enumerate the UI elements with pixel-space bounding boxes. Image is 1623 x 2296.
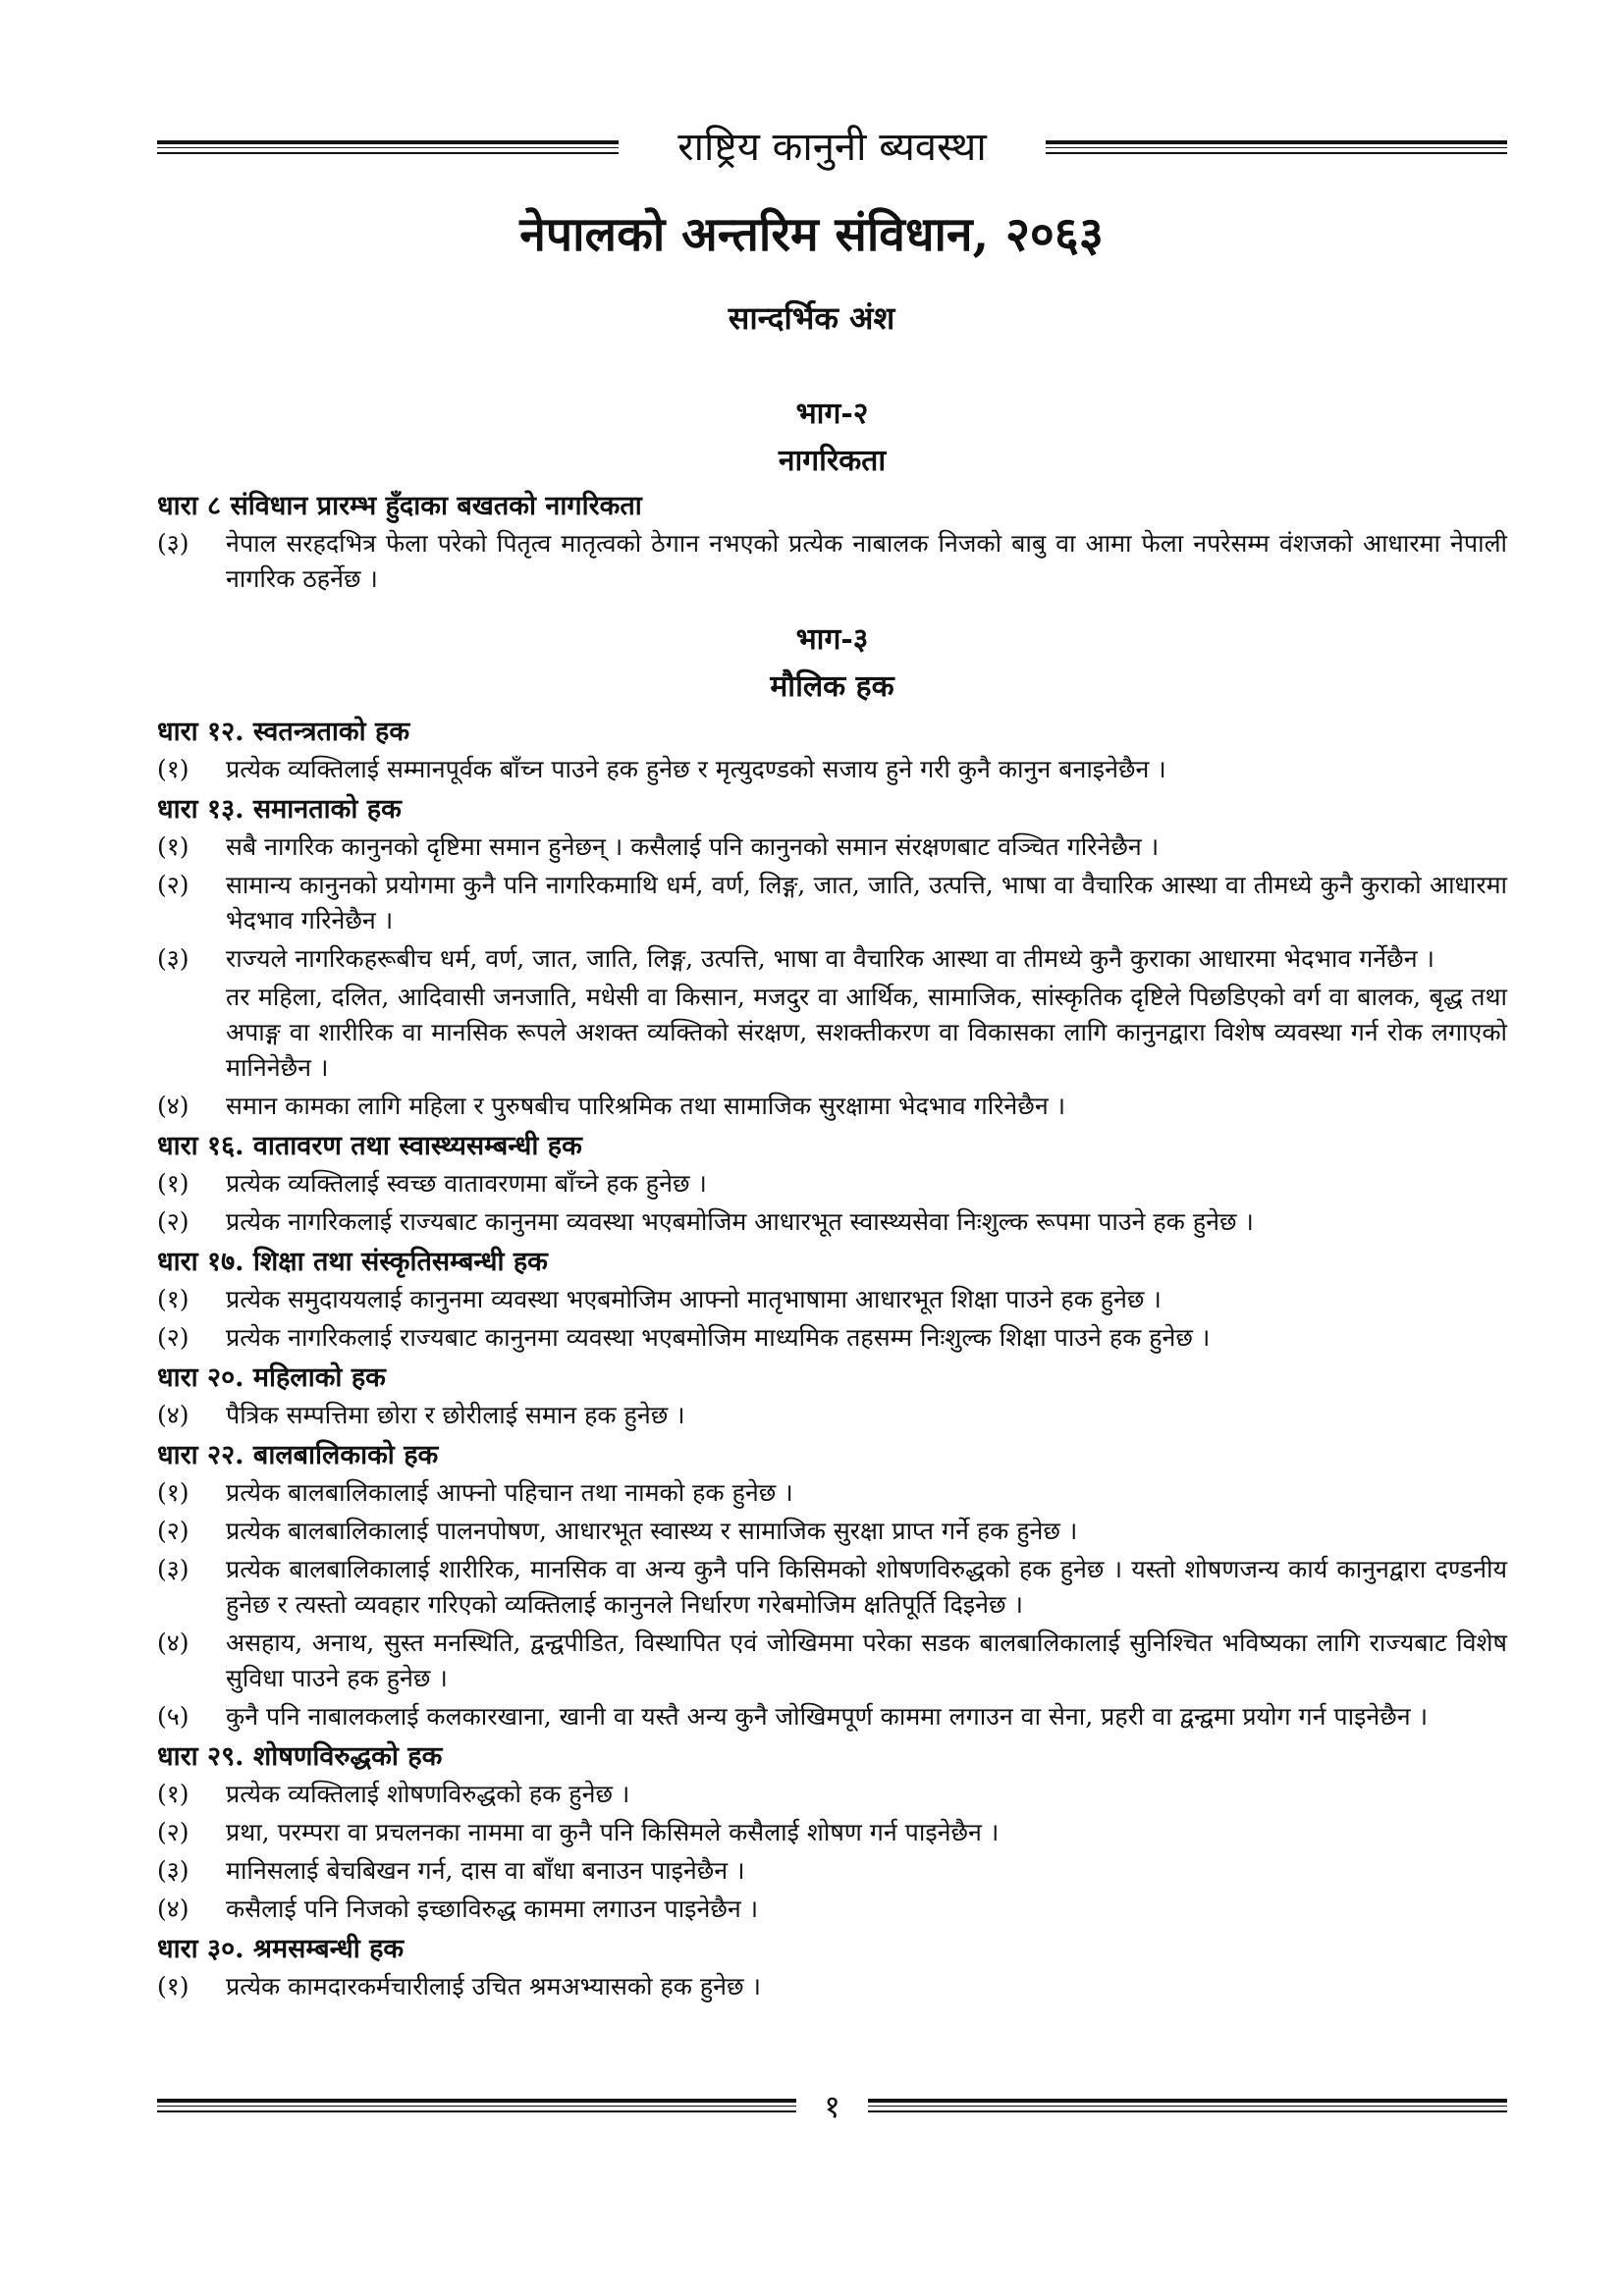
proviso-text: तर महिला, दलित, आदिवासी जनजाति, मधेसी वा किसान, मजदुर वा आर्थिक, सामाजिक, सांस्कृतिक दृष्टिले पिछडिएको वर्ग वा बालक, बृद्ध तथा अपाङ्ग वा शारीरिक वा मानसिक रूपले अशक्त व्यक्तिको संरक्षण, सशक्तीकरण वा विकासका लागि कानुनद्वारा विशेष व्यवस्था गर्न रोक लगाएको मानिनेछैन । xyxy=(226,983,1507,1082)
clause xyxy=(157,1514,1507,1549)
clause xyxy=(157,1204,1507,1240)
clause xyxy=(157,1166,1507,1201)
clause-text: प्रत्येक बालबालिकालाई शारीरिक, मानसिक वा अन्य कुनै पनि किसिमको शोषणविरुद्धको हक हुनेछ । यस्तो शोषणजन्य कार्य कानुनद्वारा दण्डनीय हुनेछ र त्यस्तो व्यवहार गरिएको व्यक्तिलाई कानुनले निर्धारण गरेबमोजिम क्षतिपूर्ति दिइनेछ । xyxy=(226,1555,1507,1619)
clause xyxy=(157,1089,1507,1124)
clause-text: प्रत्येक समुदाययलाई कानुनमा व्यवस्था भएबमोजिम आफ्नो मातृभाषामा आधारभूत शिक्षा पाउने हक हुनेछ । xyxy=(226,1285,1162,1313)
document-body xyxy=(157,391,1507,2007)
clause-text: प्रत्येक व्यक्तिलाई स्वच्छ वातावरणमा बाँच्ने हक हुनेछ । xyxy=(226,1169,707,1198)
section-title: धारा १६. वातावरण तथा स्वास्थ्यसम्बन्धी हक xyxy=(157,1131,582,1161)
clause-text: प्रत्येक कामदारकर्मचारीलाई उचित श्रमअभ्यासको हक हुनेछ । xyxy=(226,1972,761,2001)
clause xyxy=(157,1969,1507,2004)
part-label: भाग-२ xyxy=(795,397,869,431)
clause-text: प्रत्येक नागरिकलाई राज्यबाट कानुनमा व्यवस्था भएबमोजिम माध्यमिक तहसम्म निःशुल्क शिक्षा पाउने हक हुनेछ । xyxy=(226,1323,1211,1352)
part-heading: मौलिक हक xyxy=(770,669,894,704)
clause xyxy=(157,1626,1507,1696)
clause xyxy=(157,1398,1507,1433)
section-title: धारा २०. महिलाको हक xyxy=(157,1362,386,1393)
clause-number: (४) xyxy=(157,1092,189,1120)
clause xyxy=(157,868,1507,938)
clause-text: प्रत्येक व्यक्तिलाई शोषणविरुद्धको हक हुनेछ । xyxy=(226,1780,630,1808)
clause xyxy=(157,1552,1507,1623)
clause xyxy=(157,1853,1507,1889)
clause-number: (३) xyxy=(157,1856,189,1885)
clause-number: (१) xyxy=(157,1780,189,1808)
clause-number: (१) xyxy=(157,755,189,783)
clause xyxy=(157,1320,1507,1356)
clause-text: कसैलाई पनि निजको इच्छाविरुद्ध काममा लगाउन पाइनेछैन । xyxy=(226,1895,759,1923)
clause-text: प्रत्येक नागरिकलाई राज्यबाट कानुनमा व्यवस्था भएबमोजिम आधारभूत स्वास्थ्यसेवा निःशुल्क रूपमा पाउने हक हुनेछ । xyxy=(226,1207,1254,1236)
page-footer xyxy=(157,2081,1507,2130)
clause-text: नेपाल सरहदभित्र फेला परेको पितृत्व मातृत्वको ठेगान नभएको प्रत्येक नाबालक निजको बाबु वा आमा फेला नपरेसम्म वंशजको आधारमा नेपाली नागरिक ठहर्नेछ । xyxy=(226,529,1507,593)
clause-text: समान कामका लागि महिला र पुरुषबीच पारिश्रमिक तथा सामाजिक सुरक्षामा भेदभाव गरिनेछैन । xyxy=(226,1092,1066,1120)
clause-number: (५) xyxy=(157,1702,189,1731)
clause-number: (१) xyxy=(157,1972,189,2001)
header-rule-left xyxy=(157,140,619,154)
clause xyxy=(157,752,1507,787)
clause-number: (४) xyxy=(157,1895,189,1923)
clause-number: (२) xyxy=(157,1517,189,1545)
clause-text: राज्यले नागरिकहरूबीच धर्म, वर्ण, जात, जाति, लिङ्ग, उत्पत्ति, भाषा वा वैचारिक आस्था वा तीमध्ये कुनै कुराका आधारमा भेदभाव गर्नेछैन । xyxy=(226,944,1434,973)
clause-number: (४) xyxy=(157,1629,189,1657)
section-title: धारा २९. शोषणविरुद्धको हक xyxy=(157,1741,443,1772)
document-title: नेपालको अन्तरिम संविधान, २०६३ xyxy=(519,207,1104,262)
clause-number: (१) xyxy=(157,832,189,861)
clause-text: मानिसलाई बेचबिखन गर्न, दास वा बाँधा बनाउन पाइनेछैन । xyxy=(226,1856,745,1885)
clause xyxy=(157,1892,1507,1927)
clause-number: (३) xyxy=(157,529,189,558)
section-title: धारा २२. बालबालिकाको हक xyxy=(157,1440,439,1470)
clause xyxy=(157,1777,1507,1812)
clause xyxy=(157,1815,1507,1850)
clause-text: प्रथा, परम्परा वा प्रचलनका नाममा वा कुनै पनि किसिमले कसैलाई शोषण गर्न पाइनेछैन । xyxy=(226,1818,1000,1846)
clause-text: सामान्य कानुनको प्रयोगमा कुनै पनि नागरिकमाथि धर्म, वर्ण, लिङ्ग, जात, जाति, उत्पत्ति, भाषा वा वैचारिक आस्था वा तीमध्ये कुनै कुराको आधारमा भेदभाव गरिनेछैन । xyxy=(226,871,1507,934)
clause xyxy=(157,829,1507,865)
clause-number: (२) xyxy=(157,1818,189,1846)
clause xyxy=(157,1475,1507,1511)
clause-number: (३) xyxy=(157,1555,189,1583)
clause-number: (२) xyxy=(157,871,189,899)
clause-number: (४) xyxy=(157,1401,189,1429)
section-title: धारा १३. समानताको हक xyxy=(157,794,402,825)
section-title: धारा १२. स्वतन्त्रताको हक xyxy=(157,717,410,747)
clause-text: प्रत्येक बालबालिकालाई पालनपोषण, आधारभूत स्वास्थ्य र सामाजिक सुरक्षा प्राप्त गर्ने हक हुनेछ । xyxy=(226,1517,1078,1545)
clause-number: (२) xyxy=(157,1323,189,1352)
clause xyxy=(157,526,1507,597)
clause-text: असहाय, अनाथ, सुस्त मनस्थिति, द्वन्द्वपीडित, विस्थापित एवं जोखिममा परेका सडक बालबालिकालाई सुनिश्चित भविष्यका लागि राज्यबाट विशेष सुविधा पाउने हक हुनेछ । xyxy=(226,1629,1507,1692)
clause-text: पैत्रिक सम्पत्तिमा छोरा र छोरीलाई समान हक हुनेछ । xyxy=(226,1401,685,1429)
clause-text: प्रत्येक व्यक्तिलाई सम्मानपूर्वक बाँच्न पाउने हक हुनेछ र मृत्युदण्डको सजाय हुने गरी कुनै कानुन बनाइनेछैन । xyxy=(226,755,1166,783)
clause xyxy=(157,1699,1507,1735)
clause-number: (१) xyxy=(157,1285,189,1313)
clause-number: (२) xyxy=(157,1207,189,1236)
running-header-title: राष्ट्रिय कानुनी ब्यवस्था xyxy=(677,125,987,170)
clause-text: प्रत्येक बालबालिकालाई आफ्नो पहिचान तथा नामको हक हुनेछ । xyxy=(226,1478,793,1507)
section-title: धारा ८ संविधान प्रारम्भ हुँदाका बखतको नागरिकता xyxy=(157,491,642,521)
clause-number: (१) xyxy=(157,1478,189,1507)
footer-rule-right xyxy=(868,2099,1507,2112)
part-label: भाग-३ xyxy=(795,622,869,657)
footer-rule-left xyxy=(157,2099,796,2112)
clause xyxy=(157,1282,1507,1317)
section-title: धारा ३०. श्रमसम्बन्धी हक xyxy=(157,1934,405,1964)
clause-number: (१) xyxy=(157,1169,189,1198)
document-subtitle: सान्दर्भिक अंश xyxy=(728,299,895,337)
clause-text: कुनै पनि नाबालकलाई कलकारखाना, खानी वा यस्तै अन्य कुनै जोखिमपूर्ण काममा लगाउन वा सेना, प्रहरी वा द्वन्द्वमा प्रयोग गर्न पाइनेछैन । xyxy=(226,1702,1429,1731)
clause xyxy=(157,941,1507,977)
clause-text: सबै नागरिक कानुनको दृष्टिमा समान हुनेछन् । कसैलाई पनि कानुनको समान संरक्षणबाट वञ्चित गरिनेछैन । xyxy=(226,832,1160,861)
header-rule-right xyxy=(1046,140,1507,154)
section-title: धारा १७. शिक्षा तथा संस्कृतिसम्बन्धी हक xyxy=(157,1247,548,1277)
part-heading: नागरिकता xyxy=(778,444,887,478)
page-number: १ xyxy=(824,2087,840,2125)
running-header xyxy=(157,113,1507,182)
clause-number: (३) xyxy=(157,944,189,973)
